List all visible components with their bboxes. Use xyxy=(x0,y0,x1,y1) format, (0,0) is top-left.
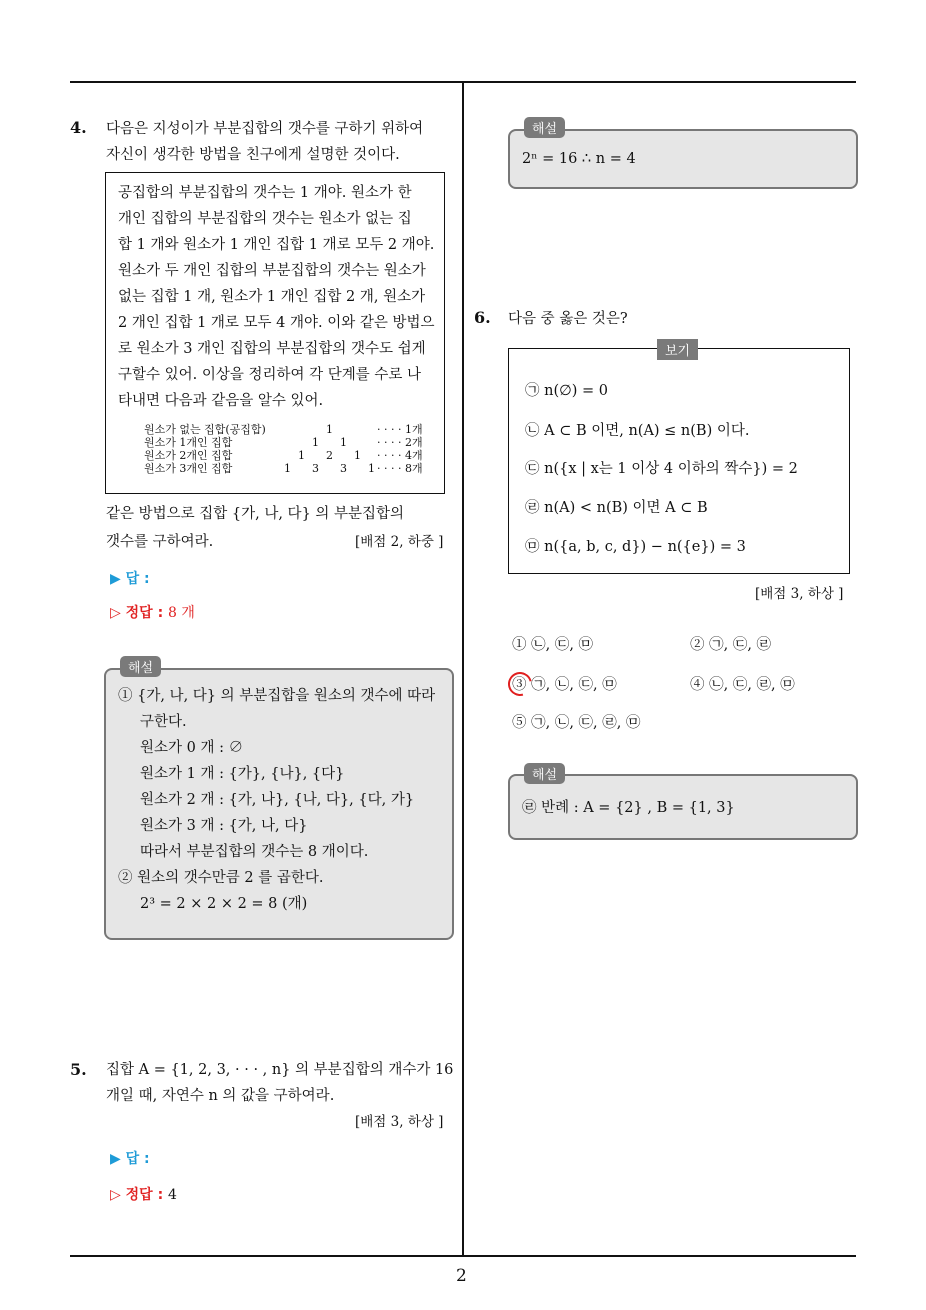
table-nums: 1 2 1 xyxy=(298,449,361,462)
solution-line: 따라서 부분집합의 갯수는 8 개이다. xyxy=(140,844,369,860)
page-number: 2 xyxy=(456,1266,467,1286)
solution-line: 원소가 0 개 : ∅ xyxy=(140,740,244,756)
box-line: 개인 집합의 부분집합의 갯수는 원소가 없는 집 xyxy=(118,211,412,227)
solution-line: 원소가 2 개 : {가, 나}, {나, 다}, {다, 가} xyxy=(140,792,415,808)
solution-line: 2³ = 2 × 2 × 2 = 8 (개) xyxy=(140,896,308,912)
table-nums: 1 xyxy=(326,423,333,436)
question-5-correct-answer xyxy=(110,1184,177,1204)
correct-label: ▷ 정답 : xyxy=(110,1187,164,1203)
table-total: · · · · 8개 xyxy=(377,462,423,475)
question-5-prompt-line: 집합 A = {1, 2, 3, · · · , n} 의 부분집합의 개수가 16 xyxy=(106,1062,454,1078)
solution-line: ① {가, 나, 다} 의 부분집합을 원소의 갯수에 따라 xyxy=(118,688,436,704)
correct-value: 4 xyxy=(168,1187,177,1203)
choice-1[interactable]: ① ㉡, ㉢, ㉤ xyxy=(512,637,594,653)
question-6-number: 6. xyxy=(474,308,491,327)
choice-3[interactable]: ③ ㉠, ㉡, ㉢, ㉤ xyxy=(512,677,617,693)
question-5-solution-tag: 해설 xyxy=(524,117,565,138)
question-4-solution-tag: 해설 xyxy=(120,656,161,677)
table-row xyxy=(144,436,423,449)
table-label: 원소가 없는 집합(공집합) xyxy=(144,423,266,436)
question-6-score: [배점 3, 하상 ] xyxy=(755,586,844,602)
question-4-score: [배점 2, 하중 ] xyxy=(355,534,444,550)
solution-line: 원소가 3 개 : {가, 나, 다} xyxy=(140,818,308,834)
column-divider xyxy=(462,82,464,1257)
solution-line: ② 원소의 갯수만큼 2 를 곱한다. xyxy=(118,870,324,886)
table-total: · · · · 2개 xyxy=(377,436,423,449)
bottom-rule xyxy=(70,1255,856,1257)
bogi-tag: 보기 xyxy=(657,339,698,360)
question-4-followup-line: 갯수를 구하여라. xyxy=(106,534,214,550)
box-line: 없는 집합 1 개, 원소가 1 개인 집합 2 개, 원소가 xyxy=(118,289,426,305)
box-line: 공집합의 부분집합의 갯수는 1 개야. 원소가 한 xyxy=(118,185,412,201)
explanation-box xyxy=(105,172,445,494)
question-4-solution-box xyxy=(104,668,454,940)
question-4-followup-line: 같은 방법으로 집합 {가, 나, 다} 의 부분집합의 xyxy=(106,506,405,522)
table-label: 원소가 2개인 집합 xyxy=(144,449,233,462)
choice-4[interactable]: ④ ㉡, ㉢, ㉣, ㉤ xyxy=(690,677,795,693)
bogi-item: ㉢ n({x | x는 1 이상 4 이하의 짝수}) = 2 xyxy=(525,461,798,477)
solution-line: ㉣ 반례 : A = {2} , B = {1, 3} xyxy=(522,800,735,816)
question-4-number: 4. xyxy=(70,118,87,137)
table-total: · · · · 4개 xyxy=(377,449,423,462)
question-5-number: 5. xyxy=(70,1060,87,1079)
selected-answer-mark xyxy=(504,668,537,701)
table-label: 원소가 1개인 집합 xyxy=(144,436,233,449)
table-row xyxy=(144,462,423,475)
choice-5[interactable]: ⑤ ㉠, ㉡, ㉢, ㉣, ㉤ xyxy=(512,715,641,731)
question-6-prompt: 다음 중 옳은 것은? xyxy=(508,311,628,327)
correct-label: ▷ 정답 : xyxy=(110,605,164,621)
solution-line: 원소가 1 개 : {가}, {나}, {다} xyxy=(140,766,345,782)
choice-2[interactable]: ② ㉠, ㉢, ㉣ xyxy=(690,637,772,653)
question-5-score: [배점 3, 하상 ] xyxy=(355,1114,444,1130)
bogi-item: ㉤ n({a, b, c, d}) − n({e}) = 3 xyxy=(525,539,746,555)
solution-line: 2ⁿ = 16 ∴ n = 4 xyxy=(522,151,636,167)
solution-line: 구한다. xyxy=(140,714,187,730)
box-line: 로 원소가 3 개인 집합의 부분집합의 갯수도 쉽게 xyxy=(118,341,426,357)
question-6-solution-tag: 해설 xyxy=(524,763,565,784)
question-4-answer-label: ▶ 답 : xyxy=(110,571,150,587)
table-label: 원소가 3개인 집합 xyxy=(144,462,233,475)
table-row xyxy=(144,423,423,436)
box-line: 원소가 두 개인 집합의 부분집합의 갯수는 원소가 xyxy=(118,263,426,279)
table-row xyxy=(144,449,423,462)
question-5-answer-label: ▶ 답 : xyxy=(110,1151,150,1167)
bogi-box xyxy=(508,348,850,574)
bogi-item: ㉣ n(A) < n(B) 이면 A ⊂ B xyxy=(525,500,708,516)
table-total: · · · · 1개 xyxy=(377,423,423,436)
question-5-solution-box xyxy=(508,129,858,189)
box-line: 구할수 있어. 이상을 정리하여 각 단계를 수로 나 xyxy=(118,367,422,383)
correct-value: 8 개 xyxy=(168,605,195,621)
table-nums: 1 3 3 1 xyxy=(284,462,375,475)
question-4-prompt-line: 다음은 지성이가 부분집합의 갯수를 구하기 위하여 xyxy=(106,121,424,137)
table-nums: 1 1 xyxy=(312,436,347,449)
box-line: 2 개인 집합 1 개로 모두 4 개야. 이와 같은 방법으 xyxy=(118,315,435,331)
question-4-correct-answer xyxy=(110,602,195,622)
bogi-item: ㉡ A ⊂ B 이면, n(A) ≤ n(B) 이다. xyxy=(525,423,750,439)
question-5-prompt-line: 개일 때, 자연수 n 의 값을 구하여라. xyxy=(106,1088,335,1104)
pascal-table xyxy=(144,423,423,475)
box-line: 타내면 다음과 같음을 알수 있어. xyxy=(118,393,324,409)
question-4-prompt-line: 자신이 생각한 방법을 친구에게 설명한 것이다. xyxy=(106,147,400,163)
bogi-item: ㉠ n(∅) = 0 xyxy=(525,383,608,399)
box-line: 합 1 개와 원소가 1 개인 집합 1 개로 모두 2 개야. xyxy=(118,237,435,253)
